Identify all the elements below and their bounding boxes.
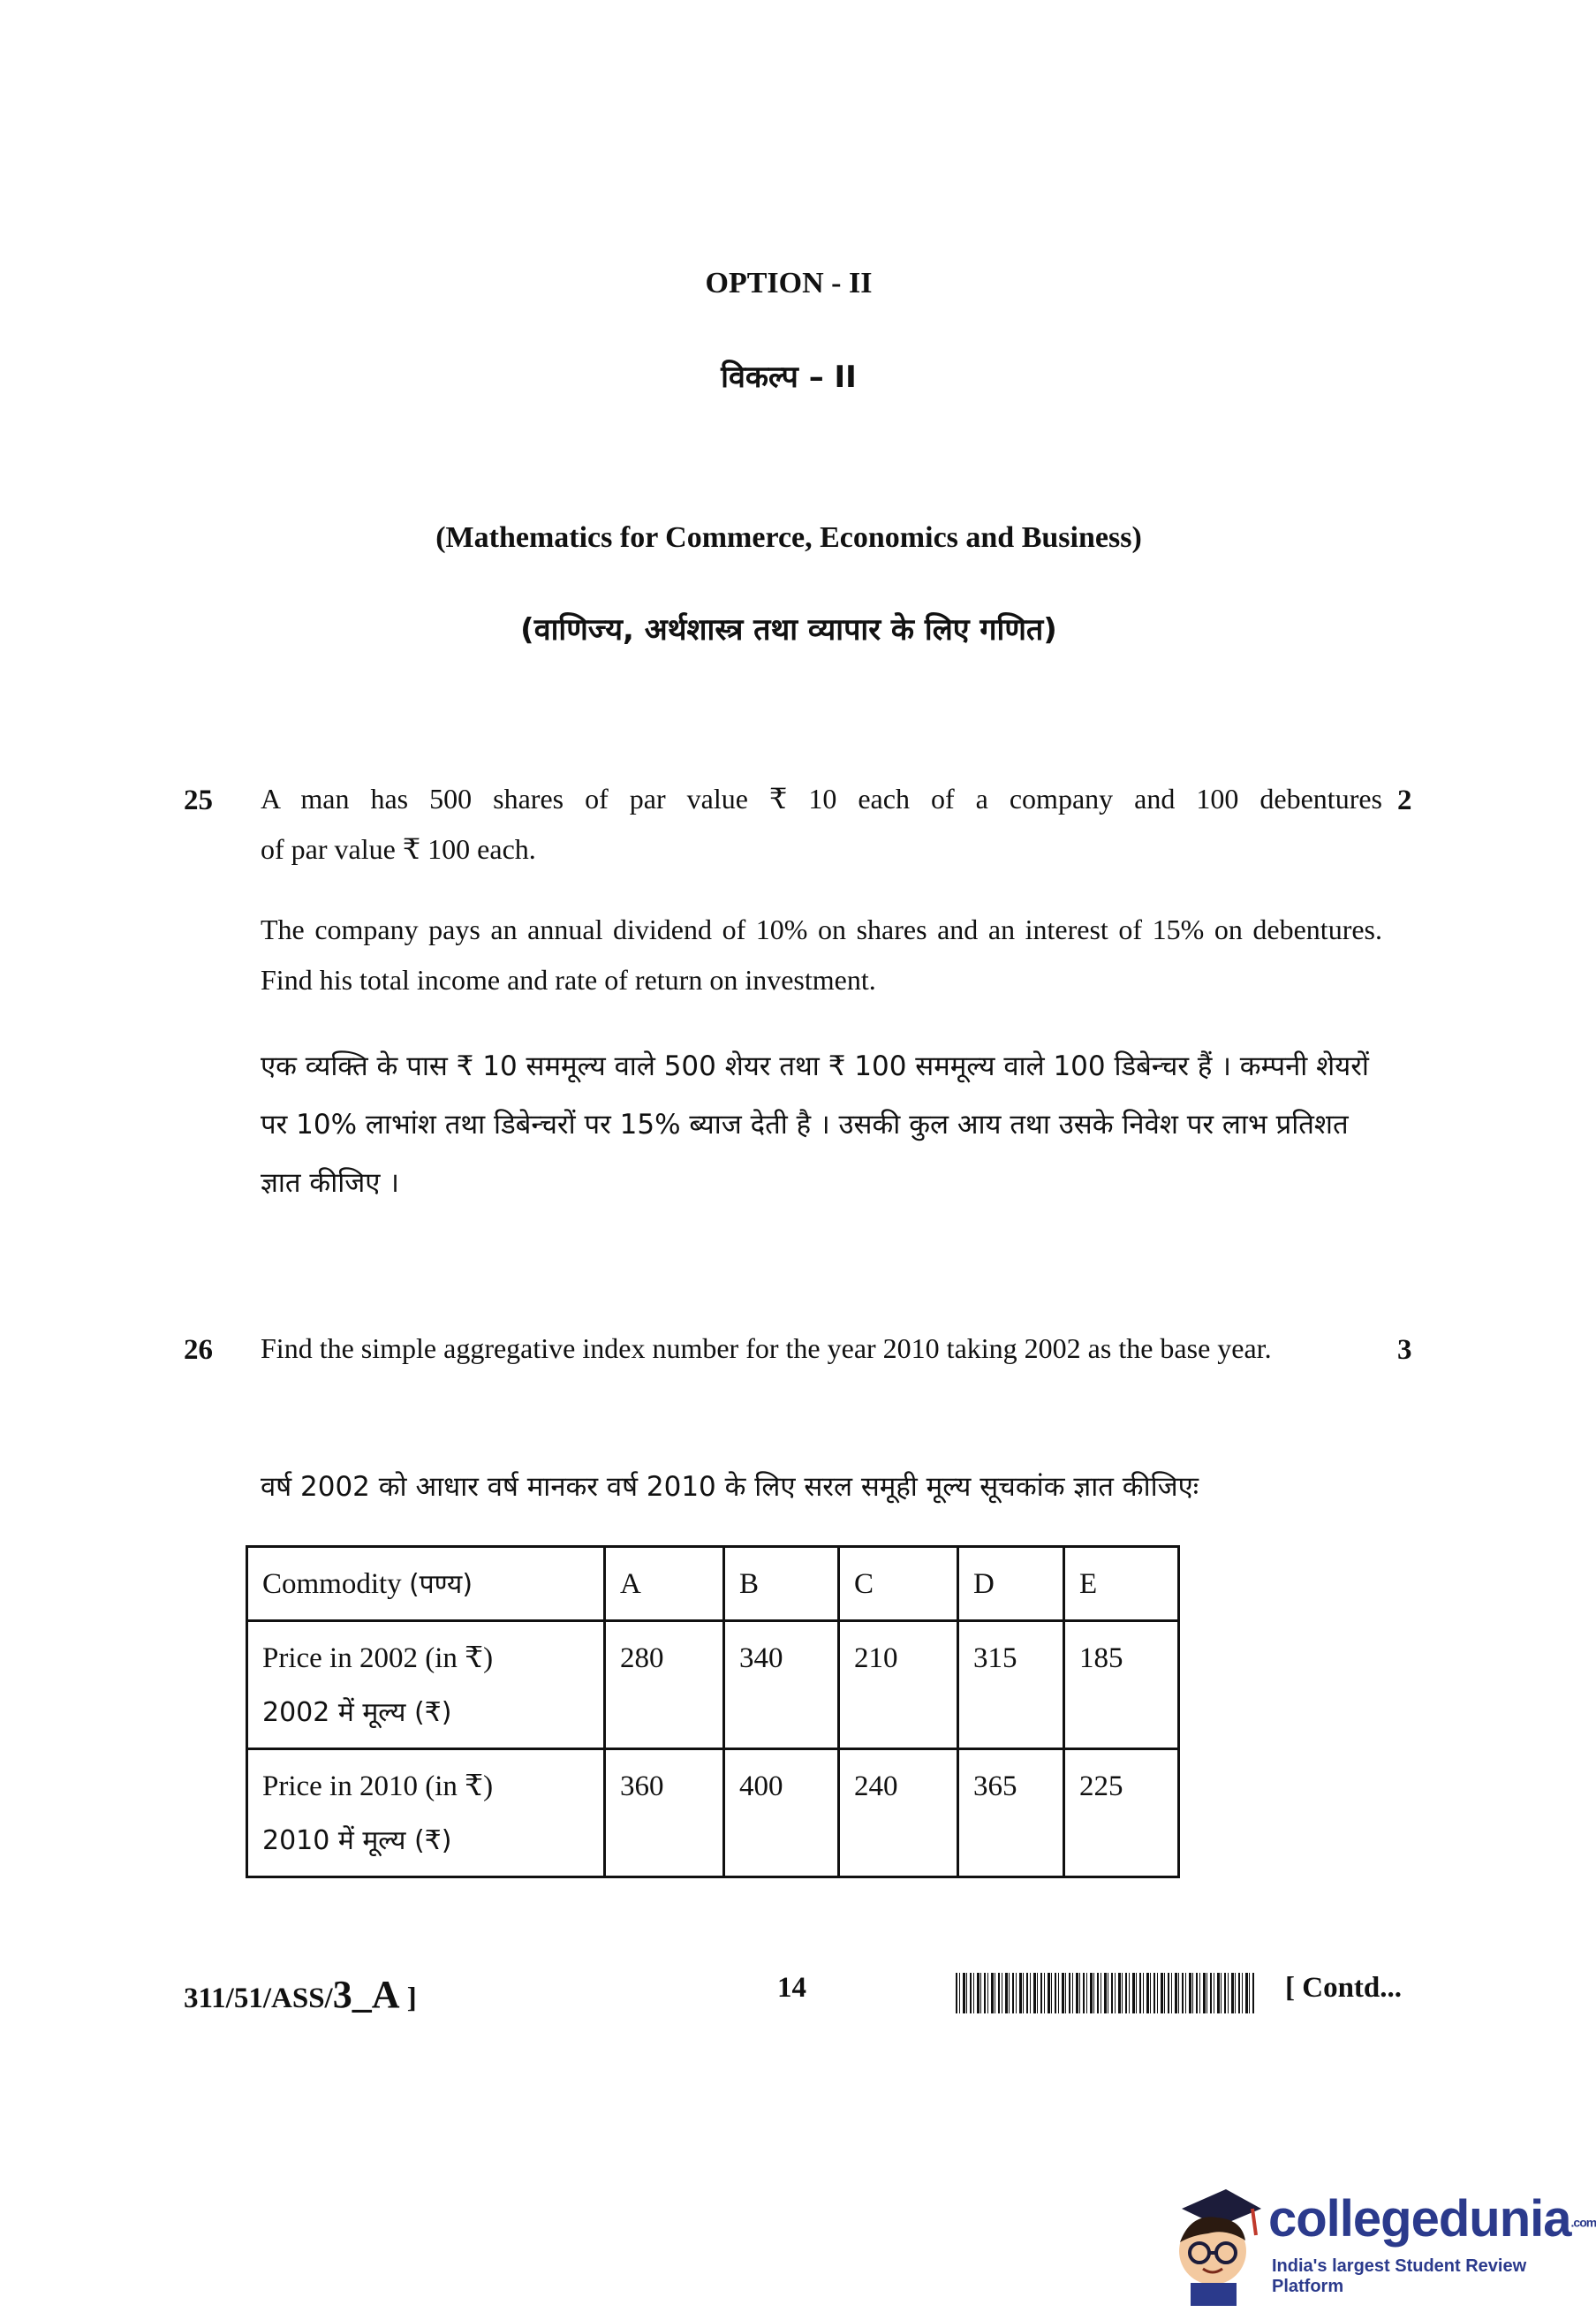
subject-heading-hindi: (वाणिज्य, अर्थशास्त्र तथा व्यापार के लिए गणित) (520, 612, 1057, 648)
question-25-text-line2: of par value ₹ 100 each. (261, 833, 536, 865)
header-commodity-e: E (1064, 1547, 1179, 1621)
price-table (246, 1545, 1180, 1878)
table-cell: 210 (839, 1621, 958, 1749)
option-heading-hindi: विकल्प – II (721, 360, 857, 395)
question-26-hindi: वर्ष 2002 को आधार वर्ष मानकर वर्ष 2010 के लिए सरल समूही मूल्य सूचकांक ज्ञात कीजिएः (261, 1471, 1199, 1503)
subject-heading: (Mathematics for Commerce, Economics and Business) (435, 521, 1142, 554)
table-header-row (247, 1547, 1179, 1621)
table-cell: 315 (958, 1621, 1064, 1749)
table-cell: 280 (605, 1621, 724, 1749)
header-commodity-d: D (958, 1547, 1064, 1621)
table-row (247, 1749, 1179, 1877)
collegedunia-logo (1164, 2173, 1596, 2306)
question-25-number: 25 (184, 785, 213, 816)
table-cell: 225 (1064, 1749, 1179, 1877)
paper-code-prefix: 311/51/ASS/ (184, 1983, 333, 2014)
row-label (247, 1749, 605, 1877)
contd-label: [ Contd... (1285, 1972, 1403, 2004)
barcode (956, 1973, 1256, 2013)
question-25-hindi: एक व्यक्ति के पास ₹ 10 सममूल्य वाले 500 शेयर तथा ₹ 100 सममूल्य वाले 100 डिबेन्चर हैं । कम्पनी शेयरों पर 10% लाभांश तथा डिबेन्चरों पर 15% ब्याज देती है । उसकी कुल आय तथा उसके निवेश पर लाभ प्रतिशत ज्ञात कीजिए । (261, 1050, 1369, 1199)
row-label (247, 1621, 605, 1749)
mascot-icon (1164, 2173, 1263, 2306)
logo-suffix: .com (1570, 2215, 1596, 2230)
table-cell: 360 (605, 1749, 724, 1877)
question-26-number: 26 (184, 1334, 213, 1366)
paper-code-set: 3_A (332, 1973, 400, 2016)
row-label-en: Price in 2002 (in ₹) (262, 1642, 494, 1674)
logo-name: collegedunia.com (1268, 2190, 1596, 2248)
logo-tagline: India's largest Student Review Platform (1272, 2256, 1527, 2296)
question-26-text: Find the simple aggregative index number for the year 2010 taking 2002 as the base year. (261, 1332, 1272, 1364)
question-25-marks: 2 (1397, 785, 1412, 816)
paper-code-suffix: ] (399, 1983, 417, 2014)
paper-code (184, 1972, 417, 2017)
row-label-en: Price in 2010 (in ₹) (262, 1770, 494, 1802)
table-cell: 340 (724, 1621, 839, 1749)
table-cell: 185 (1064, 1621, 1179, 1749)
table-cell: 365 (958, 1749, 1064, 1877)
header-commodity-c: C (839, 1547, 958, 1621)
header-commodity (247, 1547, 605, 1621)
header-commodity-b: B (724, 1547, 839, 1621)
page-number: 14 (777, 1972, 806, 2004)
question-25-text-line1: A man has 500 shares of par value ₹ 10 each of a company and 100 debentures (261, 783, 1382, 815)
table-row (247, 1621, 1179, 1749)
header-commodity-a: A (605, 1547, 724, 1621)
table-cell: 400 (724, 1749, 839, 1877)
header-commodity-label-hindi: (पण्य) (408, 1569, 473, 1600)
header-commodity-label: Commodity (262, 1568, 402, 1600)
row-label-hindi: 2002 में मूल्य (₹) (262, 1697, 452, 1728)
table-cell: 240 (839, 1749, 958, 1877)
question-26-marks: 3 (1397, 1334, 1412, 1366)
question-25-paragraph-2: The company pays an annual dividend of 10% on shares and an interest of 15% on debentures. Find his total income and rate of return on investment. (261, 914, 1382, 996)
option-heading: OPTION - II (705, 267, 873, 299)
row-label-hindi: 2010 में मूल्य (₹) (262, 1825, 452, 1856)
